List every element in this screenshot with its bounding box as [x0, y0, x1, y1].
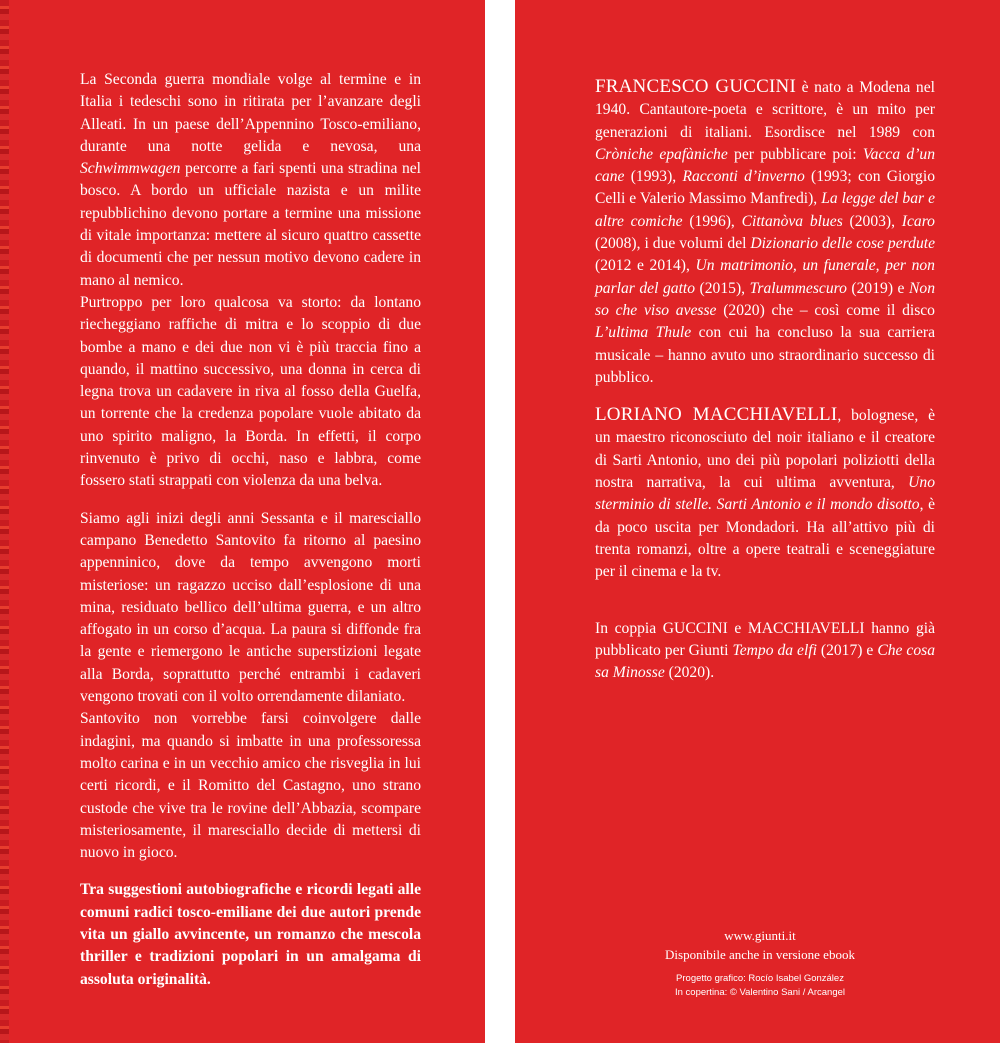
synopsis-paragraph-3: Siamo agli inizi degli anni Sessanta e il maresciallo campano Benedetto Santovito fa ritorno al paesino appenninico, dove da tempo avvengono morti misteriose: un ragazzo ucciso dall’esplosione di una mina, residuato bellico dell’ultima guerra, e un altro affogato in un corso d’acqua. La paura si diffonde fra la gente e riemergono le antiche superstizioni legate alla Borda, soprattutto perché entrambi i cadaveri vengono trovati con il volto orrendamente dilaniato.	[80, 509, 421, 706]
spine-edge	[0, 0, 9, 1043]
synopsis-paragraph-4: Santovito non vorrebbe farsi coinvolgere dalle indagini, ma quando si imbatte in una professoressa molto carina e in un vecchio amico che risveglia in lui certi ricordi, e il Romitto del Castagno, uno strano custode che vive tra le rovine dell’Abbazia, scompare misteriosamente, il maresciallo decide di mettersi di nuovo in gioco.	[80, 710, 421, 862]
synopsis-column	[80, 69, 421, 991]
synopsis-paragraph-2: Purtroppo per loro qualcosa va storto: da lontano riecheggiano raffiche di mitra e lo scoppio di due bombe a mano e dei due non vi è più traccia fino a quando, il mattino successivo, una donna in cerca di legna trova un cadavere in riva al fosso della Guelfa, un torrente che la credenza popolare vuole abitato da uno spirito maligno, la Borda. In effetti, il corpo rinvenuto è privo di occhi, naso e labbra, come fossero stati strappati con violenza da una belva.	[80, 293, 421, 490]
joint-works: In coppia GUCCINI e MACCHIAVELLI hanno già pubblicato per Giunti Tempo da elfi (2017) e Che cosa sa Minosse (2020).	[595, 619, 935, 682]
publisher-footer	[645, 926, 875, 1000]
authors-column	[595, 76, 935, 684]
design-credit: Progetto grafico: Rocío Isabel González	[676, 973, 844, 984]
macchiavelli-bio: LORIANO MACCHIAVELLI, bolognese, è un maestro riconosciuto del noir italiano e il creatore di Sarti Antonio, uno dei più popolari poliziotti della nostra narrativa, la cui ultima avventura, Uno sterminio di stelle. Sarti Antonio e il mondo disotto, è da poco uscita per Mondadori. Ha all’attivo più di trenta romanzi, oltre a opere teatrali e sceneggiature per il cinema e la tv.	[595, 404, 935, 581]
flap-panel	[515, 0, 1000, 1043]
synopsis-paragraph-1: La Seconda guerra mondiale volge al termine e in Italia i tedeschi sono in ritirata per l’avanzare degli Alleati. In un paese dell’Appennino Tosco-emiliano, durante una notte gelida e nevosa, una Schwimmwagen percorre a fari spenti una stradina nel bosco. A bordo un ufficiale nazista e un milite repubblichino devono portare a termine una missione di vitale importanza: mettere al sicuro quattro cassette di documenti che per nessun motivo devono cadere in mano al nemico.	[80, 71, 421, 289]
synopsis-closing: Tra suggestioni autobiografiche e ricordi legati alle comuni radici tosco-emiliane dei due autori prende vita un giallo avvincente, un romanzo che mescola thriller e tradizioni popolari in un amalgama di assoluta originalità.	[80, 881, 421, 988]
back-cover-panel	[0, 0, 485, 1043]
cover-credit: In copertina: © Valentino Sani / Arcangel	[674, 987, 845, 998]
author-name-guccini: FRANCESCO GUCCINI	[595, 76, 796, 97]
ebook-note: Disponibile anche in versione ebook	[665, 947, 855, 962]
guccini-bio: FRANCESCO GUCCINI è nato a Modena nel 1940. Cantautore-poeta e scrittore, è un mito per generazioni di italiani. Esordisce nel 1989 con Cròniche epafàniche per pubblicare poi: Vacca d’un cane (1993), Racconti d’inverno (1993; con Giorgio Celli e Valerio Massimo Manfredi), La legge del bar e altre comiche (1996), Cittanòva blues (2003), Icaro (2008), i due volumi del Dizionario delle cose perdute (2012 e 2014), Un matrimonio, un funerale, per non parlar del gatto (2015), Tralummescuro (2019) e Non so che viso avesse (2020) che – così come il disco L’ultima Thule con cui ha concluso la sua carriera musicale – hanno avuto uno straordinario successo di pubblico.	[595, 76, 936, 386]
vehicle-name: Schwimmwagen	[80, 160, 181, 178]
author-name-macchiavelli: LORIANO MACCHIAVELLI	[595, 404, 838, 426]
website-text: www.giunti.it	[724, 928, 796, 943]
